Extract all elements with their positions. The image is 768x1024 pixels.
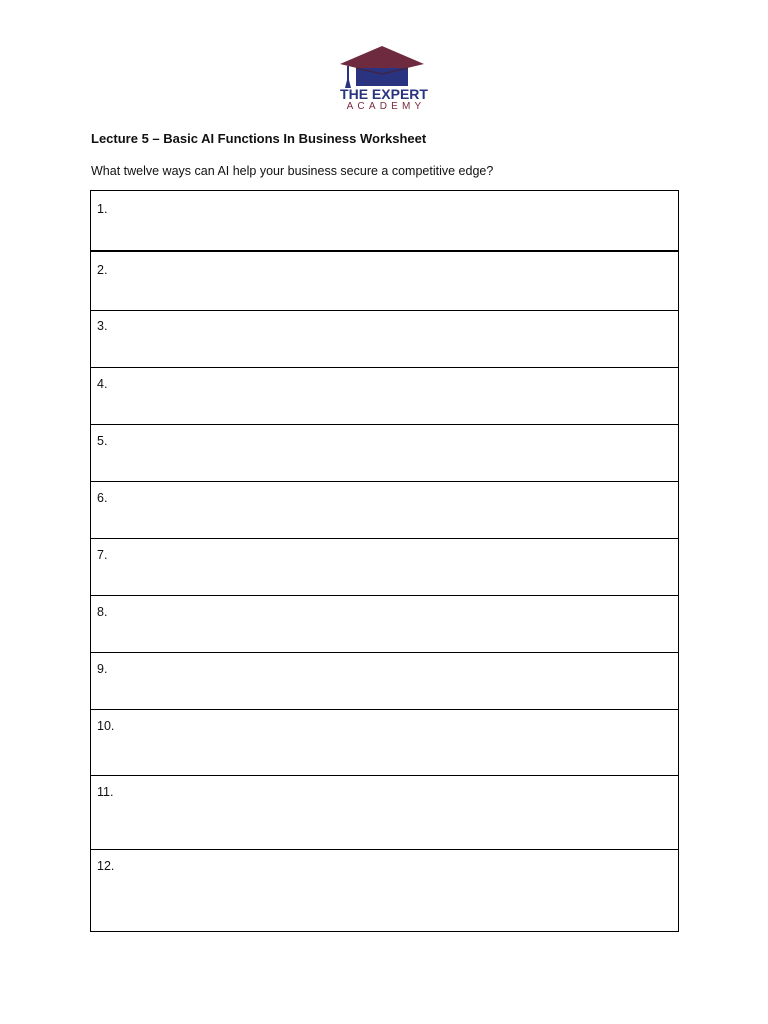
answer-number: 1. bbox=[97, 202, 108, 216]
answer-row[interactable] bbox=[91, 424, 678, 481]
answer-table bbox=[90, 190, 679, 932]
academy-logo bbox=[336, 44, 432, 114]
answer-number: 11. bbox=[97, 785, 114, 799]
answer-row[interactable] bbox=[91, 849, 678, 931]
answer-number: 8. bbox=[97, 605, 108, 619]
answer-number: 6. bbox=[97, 491, 108, 505]
answer-number: 9. bbox=[97, 662, 108, 676]
answer-number: 10. bbox=[97, 719, 115, 733]
answer-number: 2. bbox=[97, 263, 108, 277]
answer-row[interactable] bbox=[91, 310, 678, 367]
answer-row[interactable] bbox=[91, 652, 678, 709]
answer-row[interactable] bbox=[91, 191, 678, 252]
answer-row[interactable] bbox=[91, 538, 678, 595]
answer-row[interactable] bbox=[91, 367, 678, 424]
answer-row[interactable] bbox=[91, 252, 678, 310]
worksheet-title: Lecture 5 – Basic AI Functions In Business Worksheet bbox=[91, 131, 427, 146]
logo-text-secondary: ACADEMY bbox=[346, 101, 426, 112]
worksheet-question: What twelve ways can AI help your business secure a competitive edge? bbox=[91, 164, 494, 178]
graduation-cap-icon bbox=[338, 44, 426, 88]
answer-row[interactable] bbox=[91, 481, 678, 538]
answer-row[interactable] bbox=[91, 595, 678, 652]
answer-number: 7. bbox=[97, 548, 108, 562]
logo-text-primary: THE EXPERT bbox=[340, 86, 428, 102]
answer-row[interactable] bbox=[91, 709, 678, 775]
answer-number: 4. bbox=[97, 377, 108, 391]
answer-number: 3. bbox=[97, 319, 108, 333]
answer-row[interactable] bbox=[91, 775, 678, 849]
answer-number: 12. bbox=[97, 859, 115, 873]
answer-number: 5. bbox=[97, 434, 108, 448]
